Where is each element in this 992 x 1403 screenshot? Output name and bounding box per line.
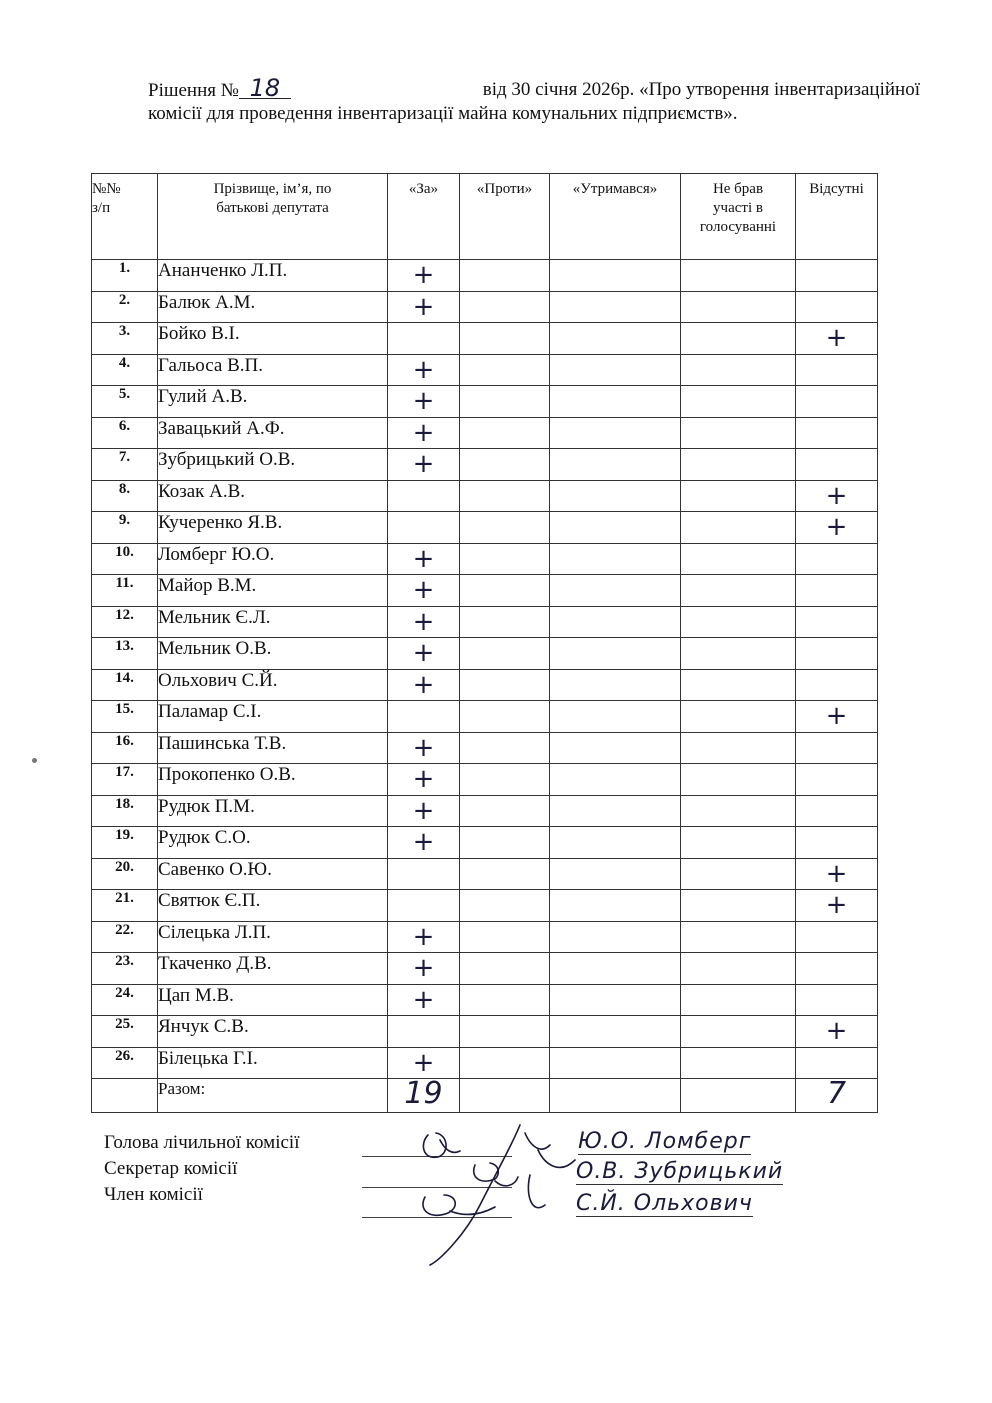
deputy-name: Рудюк С.О. bbox=[158, 827, 388, 859]
deputy-name: Пашинська Т.В. bbox=[158, 732, 388, 764]
col-header-name: Прізвище, ім’я, по батькові депутата bbox=[158, 174, 388, 260]
table-row bbox=[92, 354, 878, 386]
cell-against bbox=[460, 417, 550, 449]
deputy-name: Гальоса В.П. bbox=[158, 354, 388, 386]
cell-for bbox=[388, 795, 460, 827]
deputy-name: Святюк Є.П. bbox=[158, 890, 388, 922]
vote-mark-icon: + bbox=[412, 386, 435, 416]
cell-against bbox=[460, 512, 550, 544]
vote-mark-icon: + bbox=[825, 1016, 848, 1046]
row-number: 19. bbox=[92, 827, 158, 859]
row-number: 10. bbox=[92, 543, 158, 575]
table-row bbox=[92, 953, 878, 985]
table-row bbox=[92, 543, 878, 575]
cell-for bbox=[388, 606, 460, 638]
row-number: 4. bbox=[92, 354, 158, 386]
deputy-name: Мельник Є.Л. bbox=[158, 606, 388, 638]
handwritten-signatures bbox=[400, 1115, 840, 1285]
total-no-vote bbox=[681, 1079, 796, 1113]
deputy-name: Мельник О.В. bbox=[158, 638, 388, 670]
row-number: 15. bbox=[92, 701, 158, 733]
table-row bbox=[92, 701, 878, 733]
header-line-1 bbox=[148, 74, 920, 102]
cell-against bbox=[460, 953, 550, 985]
cell-against bbox=[460, 890, 550, 922]
cell-for bbox=[388, 890, 460, 922]
cell-abstain bbox=[550, 795, 681, 827]
cell-abstain bbox=[550, 921, 681, 953]
cell-for bbox=[388, 575, 460, 607]
cell-for bbox=[388, 512, 460, 544]
cell-absent bbox=[796, 606, 878, 638]
row-number: 3. bbox=[92, 323, 158, 355]
secretary-name: О.В. Зубрицький bbox=[576, 1159, 784, 1184]
cell-against bbox=[460, 260, 550, 292]
vote-mark-icon: + bbox=[825, 701, 848, 731]
cell-abstain bbox=[550, 260, 681, 292]
cell-abstain bbox=[550, 480, 681, 512]
cell-absent bbox=[796, 795, 878, 827]
vote-mark-icon: + bbox=[412, 575, 435, 605]
cell-against bbox=[460, 575, 550, 607]
vote-mark-icon: + bbox=[825, 323, 848, 353]
cell-for bbox=[388, 827, 460, 859]
cell-no-vote bbox=[681, 701, 796, 733]
total-abstain bbox=[550, 1079, 681, 1113]
cell-abstain bbox=[550, 669, 681, 701]
row-number: 26. bbox=[92, 1047, 158, 1079]
vote-mark-icon: + bbox=[412, 606, 435, 637]
cell-absent bbox=[796, 732, 878, 764]
cell-no-vote bbox=[681, 921, 796, 953]
vote-mark-icon: + bbox=[412, 921, 435, 952]
table-row bbox=[92, 606, 878, 638]
table-row bbox=[92, 449, 878, 481]
vote-mark-icon: + bbox=[412, 1047, 435, 1078]
cell-absent bbox=[796, 953, 878, 985]
cell-abstain bbox=[550, 1047, 681, 1079]
deputy-name: Прокопенко О.В. bbox=[158, 764, 388, 796]
cell-against bbox=[460, 701, 550, 733]
col-header-absent: Відсутні bbox=[796, 174, 878, 260]
vote-mark-icon: + bbox=[825, 858, 848, 889]
deputy-name: Рудюк П.М. bbox=[158, 795, 388, 827]
vote-mark-icon: + bbox=[825, 890, 848, 920]
cell-no-vote bbox=[681, 1016, 796, 1048]
table-body bbox=[92, 260, 878, 1079]
deputy-name: Зубрицький О.В. bbox=[158, 449, 388, 481]
cell-abstain bbox=[550, 984, 681, 1016]
table-row bbox=[92, 480, 878, 512]
cell-against bbox=[460, 291, 550, 323]
cell-no-vote bbox=[681, 638, 796, 670]
total-absent-value: 7 bbox=[826, 1076, 847, 1111]
cell-against bbox=[460, 827, 550, 859]
total-empty-cell bbox=[92, 1079, 158, 1113]
cell-no-vote bbox=[681, 1047, 796, 1079]
vote-mark-icon: + bbox=[412, 827, 435, 857]
table-row bbox=[92, 732, 878, 764]
deputy-name: Бойко В.І. bbox=[158, 323, 388, 355]
cell-abstain bbox=[550, 354, 681, 386]
cell-absent bbox=[796, 764, 878, 796]
deputy-name: Ткаченко Д.В. bbox=[158, 953, 388, 985]
total-for-value: 19 bbox=[404, 1076, 443, 1111]
cell-for bbox=[388, 354, 460, 386]
cell-abstain bbox=[550, 543, 681, 575]
cell-no-vote bbox=[681, 354, 796, 386]
cell-no-vote bbox=[681, 890, 796, 922]
row-number: 20. bbox=[92, 858, 158, 890]
table-row bbox=[92, 1016, 878, 1048]
cell-no-vote bbox=[681, 260, 796, 292]
cell-for bbox=[388, 701, 460, 733]
cell-absent bbox=[796, 260, 878, 292]
vote-mark-icon: + bbox=[412, 543, 435, 574]
cell-against bbox=[460, 449, 550, 481]
cell-absent bbox=[796, 984, 878, 1016]
cell-for bbox=[388, 323, 460, 355]
commission-labels bbox=[104, 1130, 299, 1208]
cell-against bbox=[460, 669, 550, 701]
cell-for bbox=[388, 984, 460, 1016]
cell-no-vote bbox=[681, 575, 796, 607]
vote-mark-icon: + bbox=[412, 953, 435, 983]
deputy-name: Ананченко Л.П. bbox=[158, 260, 388, 292]
cell-no-vote bbox=[681, 764, 796, 796]
deputy-name: Янчук С.В. bbox=[158, 1016, 388, 1048]
row-number: 21. bbox=[92, 890, 158, 922]
decision-number: 18 bbox=[239, 78, 291, 99]
cell-no-vote bbox=[681, 512, 796, 544]
vote-mark-icon: + bbox=[412, 984, 435, 1015]
table-row bbox=[92, 795, 878, 827]
cell-absent bbox=[796, 417, 878, 449]
table-row bbox=[92, 669, 878, 701]
cell-against bbox=[460, 323, 550, 355]
col-header-abstain: «Утримався» bbox=[550, 174, 681, 260]
cell-for bbox=[388, 260, 460, 292]
row-number: 5. bbox=[92, 386, 158, 418]
decision-label: Рішення № 18 bbox=[148, 78, 291, 102]
cell-abstain bbox=[550, 575, 681, 607]
vote-mark-icon: + bbox=[412, 354, 435, 385]
row-number: 11. bbox=[92, 575, 158, 607]
vote-mark-icon: + bbox=[412, 449, 435, 479]
table-row bbox=[92, 512, 878, 544]
table-row bbox=[92, 1047, 878, 1079]
cell-no-vote bbox=[681, 543, 796, 575]
cell-absent bbox=[796, 669, 878, 701]
cell-against bbox=[460, 480, 550, 512]
cell-for bbox=[388, 386, 460, 418]
deputy-name: Сілецька Л.П. bbox=[158, 921, 388, 953]
row-number: 8. bbox=[92, 480, 158, 512]
cell-absent bbox=[796, 827, 878, 859]
cell-for bbox=[388, 1047, 460, 1079]
table-row bbox=[92, 921, 878, 953]
cell-abstain bbox=[550, 1016, 681, 1048]
row-number: 12. bbox=[92, 606, 158, 638]
table-row bbox=[92, 386, 878, 418]
cell-against bbox=[460, 606, 550, 638]
cell-absent bbox=[796, 638, 878, 670]
cell-absent bbox=[796, 890, 878, 922]
cell-abstain bbox=[550, 512, 681, 544]
row-number: 25. bbox=[92, 1016, 158, 1048]
deputy-name: Кучеренко Я.В. bbox=[158, 512, 388, 544]
cell-absent bbox=[796, 858, 878, 890]
row-number: 7. bbox=[92, 449, 158, 481]
deputy-name: Білецька Г.І. bbox=[158, 1047, 388, 1079]
cell-abstain bbox=[550, 701, 681, 733]
chair-label: Голова лічильної комісії bbox=[104, 1132, 300, 1153]
cell-no-vote bbox=[681, 449, 796, 481]
table-row bbox=[92, 984, 878, 1016]
cell-against bbox=[460, 732, 550, 764]
row-number: 14. bbox=[92, 669, 158, 701]
cell-absent bbox=[796, 291, 878, 323]
cell-for bbox=[388, 732, 460, 764]
cell-for bbox=[388, 764, 460, 796]
table-header-row bbox=[92, 174, 878, 260]
vote-mark-icon: + bbox=[825, 512, 848, 542]
table-row bbox=[92, 858, 878, 890]
deputy-name: Ломберг Ю.О. bbox=[158, 543, 388, 575]
table-row bbox=[92, 260, 878, 292]
cell-abstain bbox=[550, 449, 681, 481]
cell-against bbox=[460, 1016, 550, 1048]
vote-mark-icon: + bbox=[412, 669, 435, 700]
cell-absent bbox=[796, 543, 878, 575]
row-number: 18. bbox=[92, 795, 158, 827]
row-number: 23. bbox=[92, 953, 158, 985]
row-number: 6. bbox=[92, 417, 158, 449]
cell-against bbox=[460, 858, 550, 890]
cell-absent bbox=[796, 354, 878, 386]
cell-absent bbox=[796, 480, 878, 512]
vote-mark-icon: + bbox=[825, 480, 848, 511]
cell-for bbox=[388, 417, 460, 449]
cell-for bbox=[388, 291, 460, 323]
cell-against bbox=[460, 1047, 550, 1079]
cell-absent bbox=[796, 575, 878, 607]
signature-scribbles-icon bbox=[400, 1115, 600, 1285]
cell-absent bbox=[796, 921, 878, 953]
total-row bbox=[92, 1079, 878, 1113]
cell-absent bbox=[796, 512, 878, 544]
member-label: Член комісії bbox=[104, 1184, 203, 1205]
cell-for bbox=[388, 669, 460, 701]
cell-abstain bbox=[550, 732, 681, 764]
deputy-name: Цап М.В. bbox=[158, 984, 388, 1016]
cell-against bbox=[460, 795, 550, 827]
member-name: С.Й. Ольхович bbox=[576, 1191, 753, 1216]
table-row bbox=[92, 323, 878, 355]
cell-absent bbox=[796, 1047, 878, 1079]
cell-against bbox=[460, 638, 550, 670]
table-row bbox=[92, 638, 878, 670]
cell-against bbox=[460, 984, 550, 1016]
cell-no-vote bbox=[681, 732, 796, 764]
cell-for bbox=[388, 543, 460, 575]
cell-against bbox=[460, 764, 550, 796]
cell-no-vote bbox=[681, 984, 796, 1016]
cell-no-vote bbox=[681, 953, 796, 985]
cell-for bbox=[388, 1016, 460, 1048]
cell-abstain bbox=[550, 386, 681, 418]
deputy-name: Балюк А.М. bbox=[158, 291, 388, 323]
cell-abstain bbox=[550, 323, 681, 355]
col-header-no-vote: Не брав участі в голосуванні bbox=[681, 174, 796, 260]
cell-no-vote bbox=[681, 858, 796, 890]
row-number: 24. bbox=[92, 984, 158, 1016]
deputy-name: Козак А.В. bbox=[158, 480, 388, 512]
cell-for bbox=[388, 480, 460, 512]
cell-no-vote bbox=[681, 386, 796, 418]
cell-absent bbox=[796, 449, 878, 481]
cell-no-vote bbox=[681, 417, 796, 449]
col-header-against: «Проти» bbox=[460, 174, 550, 260]
deputy-name: Савенко О.Ю. bbox=[158, 858, 388, 890]
cell-absent bbox=[796, 386, 878, 418]
secretary-label: Секретар комісії bbox=[104, 1158, 238, 1179]
cell-against bbox=[460, 543, 550, 575]
total-absent bbox=[796, 1076, 878, 1113]
cell-abstain bbox=[550, 606, 681, 638]
table-row bbox=[92, 417, 878, 449]
cell-for bbox=[388, 921, 460, 953]
deputy-name: Завацький А.Ф. bbox=[158, 417, 388, 449]
cell-no-vote bbox=[681, 669, 796, 701]
cell-abstain bbox=[550, 858, 681, 890]
cell-absent bbox=[796, 1016, 878, 1048]
cell-for bbox=[388, 449, 460, 481]
decision-date-title: від 30 січня 2026р. «Про утворення інвентаризаційної bbox=[482, 79, 920, 100]
total-against bbox=[460, 1079, 550, 1113]
cell-for bbox=[388, 953, 460, 985]
cell-abstain bbox=[550, 827, 681, 859]
col-header-number: №№ з/п bbox=[92, 174, 158, 260]
row-number: 16. bbox=[92, 732, 158, 764]
cell-against bbox=[460, 921, 550, 953]
table-row bbox=[92, 764, 878, 796]
cell-no-vote bbox=[681, 827, 796, 859]
cell-abstain bbox=[550, 953, 681, 985]
cell-abstain bbox=[550, 417, 681, 449]
row-number: 17. bbox=[92, 764, 158, 796]
vote-mark-icon: + bbox=[412, 795, 435, 826]
vote-mark-icon: + bbox=[412, 291, 435, 322]
deputy-name: Паламар С.І. bbox=[158, 701, 388, 733]
deputy-name: Гулий А.В. bbox=[158, 386, 388, 418]
cell-for bbox=[388, 858, 460, 890]
deputy-name: Ольхович С.Й. bbox=[158, 669, 388, 701]
vote-mark-icon: + bbox=[412, 764, 435, 794]
row-number: 2. bbox=[92, 291, 158, 323]
cell-no-vote bbox=[681, 291, 796, 323]
cell-no-vote bbox=[681, 606, 796, 638]
cell-absent bbox=[796, 701, 878, 733]
cell-against bbox=[460, 386, 550, 418]
deputy-name: Майор В.М. bbox=[158, 575, 388, 607]
cell-abstain bbox=[550, 890, 681, 922]
decision-header bbox=[148, 74, 920, 125]
table-row bbox=[92, 890, 878, 922]
total-label: Разом: bbox=[158, 1079, 388, 1113]
cell-no-vote bbox=[681, 795, 796, 827]
vote-mark-icon: + bbox=[412, 638, 435, 668]
cell-abstain bbox=[550, 291, 681, 323]
col-header-for: «За» bbox=[388, 174, 460, 260]
voting-table bbox=[91, 173, 878, 1113]
cell-no-vote bbox=[681, 480, 796, 512]
row-number: 1. bbox=[92, 260, 158, 292]
vote-mark-icon: + bbox=[412, 732, 435, 763]
row-number: 22. bbox=[92, 921, 158, 953]
vote-mark-icon: + bbox=[412, 260, 435, 290]
row-number: 13. bbox=[92, 638, 158, 670]
header-line-2: комісії для проведення інвентаризації майна комунальних підприємств». bbox=[148, 103, 738, 124]
row-number: 9. bbox=[92, 512, 158, 544]
cell-abstain bbox=[550, 638, 681, 670]
cell-abstain bbox=[550, 764, 681, 796]
total-for bbox=[388, 1076, 460, 1113]
cell-against bbox=[460, 354, 550, 386]
table-row bbox=[92, 291, 878, 323]
scan-speck bbox=[32, 758, 37, 763]
table-row bbox=[92, 575, 878, 607]
chair-name: Ю.О. Ломберг bbox=[578, 1129, 752, 1154]
cell-absent bbox=[796, 323, 878, 355]
table-row bbox=[92, 827, 878, 859]
vote-mark-icon: + bbox=[412, 417, 435, 448]
cell-no-vote bbox=[681, 323, 796, 355]
cell-for bbox=[388, 638, 460, 670]
